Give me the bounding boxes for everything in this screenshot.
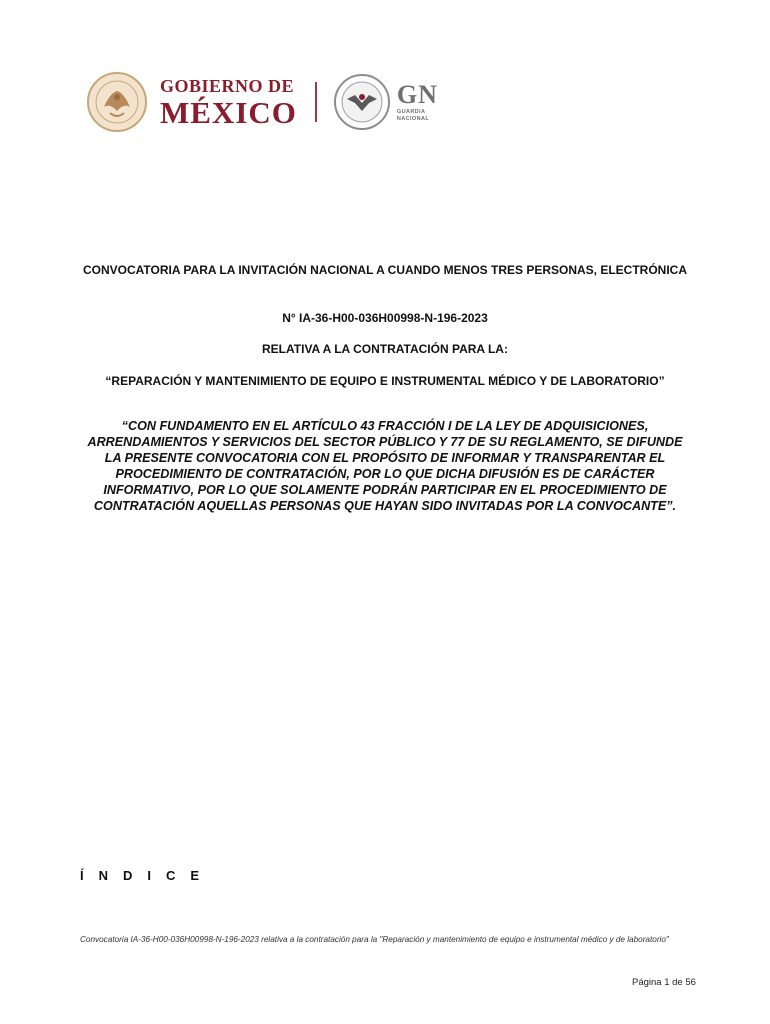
- gov-line-1: GOBIERNO DE: [160, 75, 295, 96]
- gn-mark: GN: [396, 79, 438, 109]
- gn-sub-1: GUARDIA: [396, 108, 426, 115]
- guardia-nacional-wordmark: [396, 79, 438, 123]
- subject-line: “REPARACIÓN Y MANTENIMIENTO DE EQUIPO E INSTRUMENTAL MÉDICO Y DE LABORATORIO”: [105, 374, 665, 388]
- page-number: Página 1 de 56: [632, 977, 696, 988]
- index-heading: ÍNDICE: [80, 868, 215, 883]
- relates-line: RELATIVA A LA CONTRATACIÓN PARA LA:: [262, 342, 508, 356]
- footer-note: Convocatoria IA-36-H00-036H00998-N-196-2023 relativa a la contratación para la "Reparación y mantenimiento de equipo e instrumental médico y de laboratorio": [80, 935, 669, 944]
- gov-line-2: MÉXICO: [160, 94, 297, 130]
- government-wordmark: [160, 77, 297, 128]
- logo-divider: [315, 82, 317, 122]
- mexico-coat-of-arms-icon: [86, 71, 152, 133]
- header-logos: [86, 70, 438, 134]
- document-number: N° IA-36-H00-036H00998-N-196-2023: [282, 311, 488, 325]
- document-title: CONVOCATORIA PARA LA INVITACIÓN NACIONAL A CUANDO MENOS TRES PERSONAS, ELECTRÓNICA: [82, 263, 688, 277]
- guardia-nacional-seal-icon: [333, 73, 391, 131]
- gn-sub-2: NACIONAL: [396, 116, 430, 122]
- legal-notice: “CON FUNDAMENTO EN EL ARTÍCULO 43 FRACCIÓN I DE LA LEY DE ADQUISICIONES, ARRENDAMIENTOS Y SERVICIOS DEL SECTOR PÚBLICO Y 77 DE SU REGLAMENTO, SE DIFUNDE LA PRESENTE CONVOCATORIA CON EL PROPÓSITO DE INFORMAR Y TRANSPARENTAR EL PROCEDIMIENTO DE CONTRATACIÓN, POR LO QUE DICHA DIFUSIÓN ES DE CARÁCTER INFORMATIVO, POR LO QUE SOLAMENTE PODRÁN PARTICIPAR EN EL PROCEDIMIENTO DE CONTRATACIÓN AQUELLAS PERSONAS QUE HAYAN SIDO INVITADAS POR LA CONVOCANTE”.: [87, 419, 683, 513]
